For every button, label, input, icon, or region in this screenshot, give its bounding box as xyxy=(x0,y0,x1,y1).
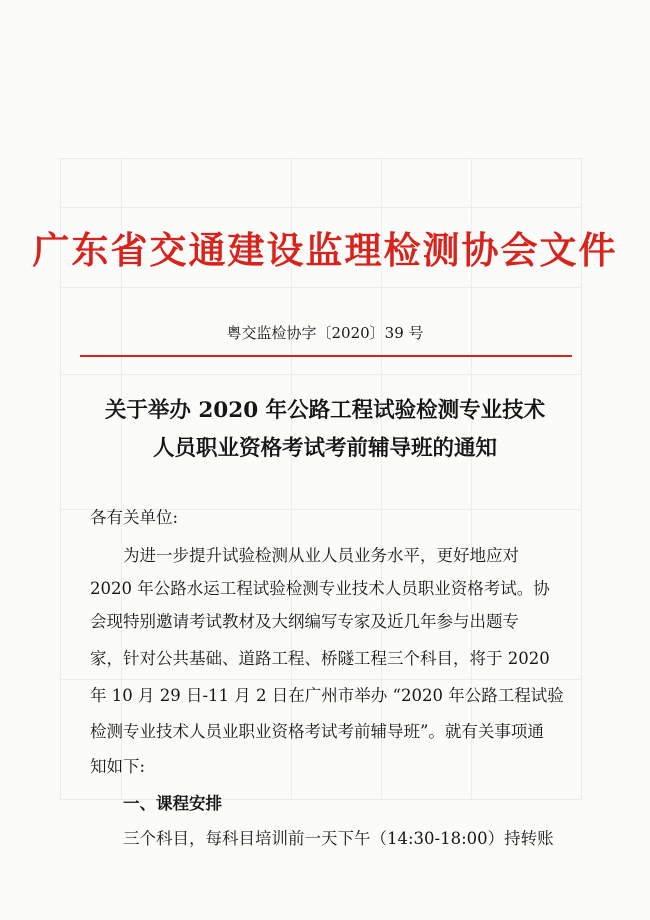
body-line: 三个科目，每科目培训前一天下午（14:30-18:00）持转账 xyxy=(123,829,554,848)
red-separator-line xyxy=(80,355,572,357)
salutation: 各有关单位: xyxy=(90,508,179,527)
document-number: 粤交监检协字〔2020〕39 号 xyxy=(226,324,424,342)
issuer-title: 广东省交通建设监理检测协会文件 xyxy=(32,228,618,272)
body-line: 家，针对公共基础、道路工程、桥隧工程三个科目，将于 2020 xyxy=(90,649,550,668)
body-line: 会现特别邀请考试教材及大纲编写专家及近几年参与出题专 xyxy=(90,612,519,631)
body-line: 年 10 月 29 日-11 月 2 日在广州市举办 “2020 年公路工程试验 xyxy=(90,686,564,705)
body-line: 检测专业技术人员业职业资格考试考前辅导班”。就有关事项通 xyxy=(90,722,544,741)
body-line: 为进一步提升试验检测从业人员业务水平，更好地应对 xyxy=(123,546,519,565)
section-heading: 一、课程安排 xyxy=(123,794,222,813)
body-line: 2020 年公路水运工程试验检测专业技术人员职业资格考试。协 xyxy=(90,579,550,598)
body-line: 知如下: xyxy=(90,757,146,776)
notice-headline-line-2: 人员职业资格考试考前辅导班的通知 xyxy=(152,436,497,461)
notice-headline-line-1: 关于举办 2020 年公路工程试验检测专业技术 xyxy=(104,398,546,423)
